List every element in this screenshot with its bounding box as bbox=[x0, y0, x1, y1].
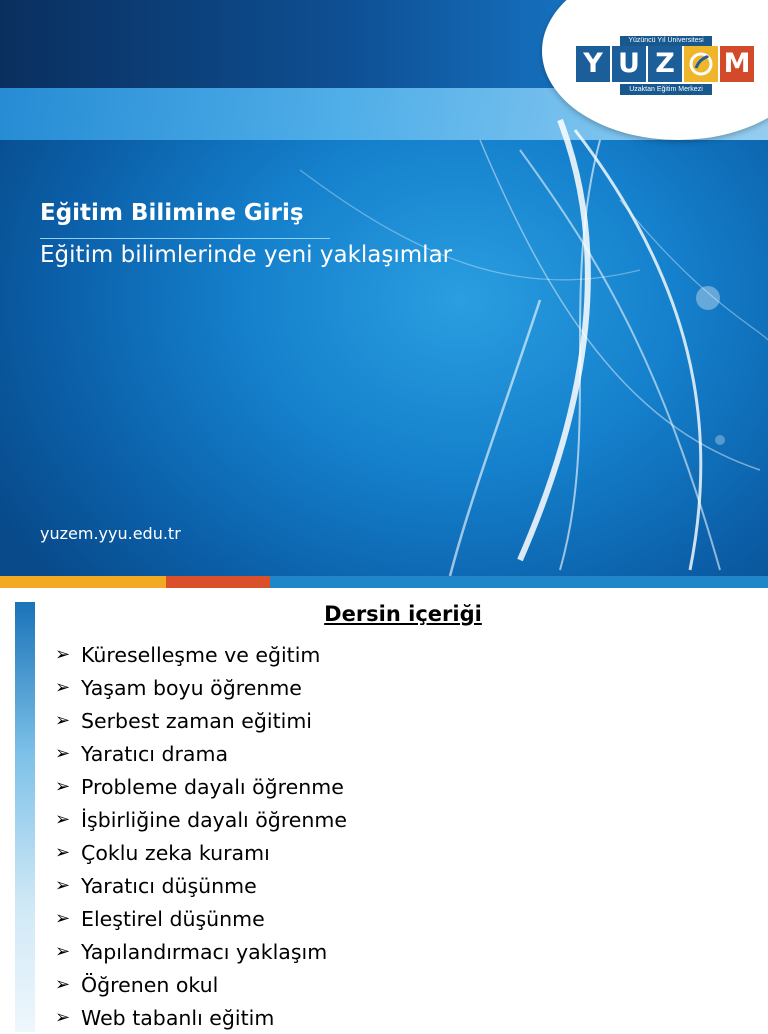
logo-tiles bbox=[576, 46, 754, 82]
topic-list bbox=[55, 638, 347, 1034]
logo-letter-e bbox=[684, 46, 718, 82]
arrow-bullet-icon: ➢ bbox=[55, 908, 71, 929]
strip-blue bbox=[270, 576, 768, 588]
content-title-wrap bbox=[0, 602, 768, 626]
slide-title: Eğitim Bilimine Giriş bbox=[40, 200, 304, 226]
arrow-bullet-icon: ➢ bbox=[55, 941, 71, 962]
list-item-text: Öğrenen okul bbox=[81, 972, 219, 997]
list-item bbox=[55, 704, 347, 737]
list-item bbox=[55, 902, 347, 935]
list-item-text: Yaratıcı düşünme bbox=[81, 873, 257, 898]
strip-red bbox=[166, 576, 270, 588]
list-item bbox=[55, 803, 347, 836]
arrow-bullet-icon: ➢ bbox=[55, 809, 71, 830]
content-slide bbox=[0, 588, 768, 1030]
color-strip bbox=[0, 576, 768, 588]
list-item bbox=[55, 737, 347, 770]
arrow-bullet-icon: ➢ bbox=[55, 743, 71, 764]
list-item bbox=[55, 935, 347, 968]
logo-letter-z: Z bbox=[648, 46, 682, 82]
logo-e-swirl-icon bbox=[684, 46, 718, 82]
content-title: Dersin içeriği bbox=[324, 602, 482, 626]
arrow-bullet-icon: ➢ bbox=[55, 644, 71, 665]
strip-yellow bbox=[0, 576, 166, 588]
title-divider bbox=[40, 238, 330, 239]
logo-bottom-text: Uzaktan Eğitim Merkezi bbox=[620, 84, 712, 95]
list-item-text: Probleme dayalı öğrenme bbox=[81, 774, 344, 799]
logo-letter-m: M bbox=[720, 46, 754, 82]
arrow-bullet-icon: ➢ bbox=[55, 710, 71, 731]
list-item-text: Yapılandırmacı yaklaşım bbox=[81, 939, 328, 964]
arrow-bullet-icon: ➢ bbox=[55, 875, 71, 896]
sidebar-gradient-bar bbox=[15, 602, 35, 1032]
arrow-bullet-icon: ➢ bbox=[55, 974, 71, 995]
logo-top-text: Yüzüncü Yıl Üniversitesi bbox=[620, 36, 712, 46]
list-item-text: Çoklu zeka kuramı bbox=[81, 840, 270, 865]
list-item bbox=[55, 968, 347, 1001]
list-item-text: Yaşam boyu öğrenme bbox=[81, 675, 302, 700]
arrow-bullet-icon: ➢ bbox=[55, 776, 71, 797]
list-item-text: Eleştirel düşünme bbox=[81, 906, 265, 931]
list-item bbox=[55, 770, 347, 803]
list-item bbox=[55, 1001, 347, 1034]
list-item bbox=[55, 638, 347, 671]
logo-letter-u: U bbox=[612, 46, 646, 82]
list-item bbox=[55, 836, 347, 869]
arrow-bullet-icon: ➢ bbox=[55, 1007, 71, 1028]
arrow-bullet-icon: ➢ bbox=[55, 677, 71, 698]
list-item bbox=[55, 869, 347, 902]
list-item-text: Web tabanlı eğitim bbox=[81, 1005, 275, 1030]
arrow-bullet-icon: ➢ bbox=[55, 842, 71, 863]
list-item bbox=[55, 671, 347, 704]
yuzem-logo bbox=[576, 36, 756, 98]
list-item-text: İşbirliğine dayalı öğrenme bbox=[81, 807, 347, 832]
slide-subtitle: Eğitim bilimlerinde yeni yaklaşımlar bbox=[40, 242, 453, 268]
footer-url: yuzem.yyu.edu.tr bbox=[40, 524, 181, 543]
list-item-text: Küreselleşme ve eğitim bbox=[81, 642, 321, 667]
list-item-text: Serbest zaman eğitimi bbox=[81, 708, 312, 733]
list-item-text: Yaratıcı drama bbox=[81, 741, 229, 766]
logo-letter-y: Y bbox=[576, 46, 610, 82]
